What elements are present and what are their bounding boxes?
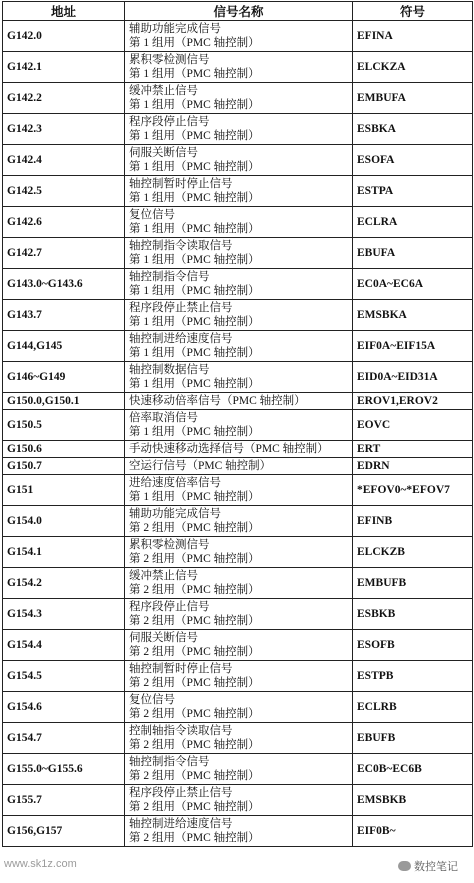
cell-symbol: EMBUFB (353, 568, 473, 599)
table-row (3, 816, 473, 847)
table-header-row (3, 2, 473, 21)
signal-name-line: 复位信号 (129, 694, 175, 706)
cell-symbol: EBUFB (353, 723, 473, 754)
cell-signal-name (125, 506, 353, 537)
cell-address: G142.2 (3, 83, 125, 114)
signal-group-line: 第 1 组用（PMC 轴控制） (129, 491, 260, 503)
wechat-icon (398, 861, 411, 871)
signal-name-line: 程序段停止信号 (129, 116, 210, 128)
header-symbol: 符号 (353, 2, 473, 21)
signal-group-line: 第 2 组用（PMC 轴控制） (129, 584, 260, 596)
cell-address: G150.6 (3, 441, 125, 458)
cell-address: G155.7 (3, 785, 125, 816)
cell-symbol: EIF0B~ (353, 816, 473, 847)
cell-address: G144,G145 (3, 331, 125, 362)
table-row (3, 661, 473, 692)
table-row (3, 207, 473, 238)
table-row (3, 393, 473, 410)
cell-signal-name (125, 83, 353, 114)
cell-signal-name (125, 537, 353, 568)
cell-address: G154.6 (3, 692, 125, 723)
signal-name-line: 累积零检测信号 (129, 539, 210, 551)
cell-symbol: ECLRB (353, 692, 473, 723)
signal-group-line: 第 1 组用（PMC 轴控制） (129, 68, 260, 80)
table-row (3, 441, 473, 458)
cell-signal-name (125, 754, 353, 785)
cell-address: G151 (3, 475, 125, 506)
signal-name-line: 缓冲禁止信号 (129, 85, 198, 97)
signal-group-line: 第 2 组用（PMC 轴控制） (129, 646, 260, 658)
signal-table-sheet (2, 1, 472, 847)
signal-group-line: 第 2 组用（PMC 轴控制） (129, 522, 260, 534)
cell-address: G156,G157 (3, 816, 125, 847)
cell-address: G143.7 (3, 300, 125, 331)
signal-name-line: 伺服关断信号 (129, 147, 198, 159)
cell-signal-name (125, 441, 353, 458)
signal-name-line: 累积零检测信号 (129, 54, 210, 66)
cell-symbol: EMBUFA (353, 83, 473, 114)
header-address: 地址 (3, 2, 125, 21)
table-row (3, 300, 473, 331)
signal-name-line: 程序段停止禁止信号 (129, 787, 233, 799)
cell-symbol: ESOFA (353, 145, 473, 176)
signal-name-line: 轴控制暂时停止信号 (129, 178, 233, 190)
cell-symbol: ESBKB (353, 599, 473, 630)
cell-signal-name (125, 723, 353, 754)
signal-group-line: 第 1 组用（PMC 轴控制） (129, 161, 260, 173)
table-row (3, 176, 473, 207)
signal-group-line: 第 2 组用（PMC 轴控制） (129, 739, 260, 751)
signal-name-line: 辅助功能完成信号 (129, 23, 221, 35)
cell-symbol: ESOFB (353, 630, 473, 661)
signal-name-line: 轴控制进给速度信号 (129, 818, 233, 830)
cell-address: G150.7 (3, 458, 125, 475)
cell-signal-name (125, 458, 353, 475)
brand-label: 数控笔记 (414, 861, 458, 873)
brand-badge (398, 858, 458, 874)
signal-group-line: 第 1 组用（PMC 轴控制） (129, 37, 260, 49)
cell-signal-name (125, 630, 353, 661)
cell-signal-name (125, 568, 353, 599)
signal-name-line: 轴控制指令信号 (129, 756, 210, 768)
cell-symbol: EROV1,EROV2 (353, 393, 473, 410)
signal-group-line: 第 1 组用（PMC 轴控制） (129, 426, 260, 438)
signal-group-line: 第 2 组用（PMC 轴控制） (129, 708, 260, 720)
cell-signal-name (125, 785, 353, 816)
table-row (3, 537, 473, 568)
cell-address: G142.4 (3, 145, 125, 176)
table-row (3, 410, 473, 441)
table-row (3, 599, 473, 630)
signal-name-line: 缓冲禁止信号 (129, 570, 198, 582)
table-row (3, 238, 473, 269)
cell-address: G154.7 (3, 723, 125, 754)
table-row (3, 475, 473, 506)
signal-name-line: 程序段停止禁止信号 (129, 302, 233, 314)
cell-address: G142.3 (3, 114, 125, 145)
signal-group-line: 第 1 组用（PMC 轴控制） (129, 130, 260, 142)
signal-group-line: 第 2 组用（PMC 轴控制） (129, 677, 260, 689)
cell-symbol: ELCKZB (353, 537, 473, 568)
signal-group-line: 第 2 组用（PMC 轴控制） (129, 615, 260, 627)
table-row (3, 785, 473, 816)
table-row (3, 506, 473, 537)
table-row (3, 692, 473, 723)
table-row (3, 269, 473, 300)
signal-name-line: 手动快速移动选择信号（PMC 轴控制） (129, 443, 329, 455)
cell-symbol: ECLRA (353, 207, 473, 238)
table-row (3, 52, 473, 83)
table-row (3, 21, 473, 52)
signal-table (2, 1, 473, 847)
table-row (3, 83, 473, 114)
cell-signal-name (125, 21, 353, 52)
cell-address: G150.0,G150.1 (3, 393, 125, 410)
signal-name-line: 空运行信号（PMC 轴控制） (129, 460, 272, 472)
cell-signal-name (125, 269, 353, 300)
cell-symbol: ELCKZA (353, 52, 473, 83)
cell-symbol: ESTPA (353, 176, 473, 207)
cell-address: G155.0~G155.6 (3, 754, 125, 785)
cell-address: G154.3 (3, 599, 125, 630)
cell-signal-name (125, 300, 353, 331)
cell-address: G142.7 (3, 238, 125, 269)
table-row (3, 723, 473, 754)
cell-address: G154.5 (3, 661, 125, 692)
signal-name-line: 控制轴指令读取信号 (129, 725, 233, 737)
signal-group-line: 第 1 组用（PMC 轴控制） (129, 99, 260, 111)
table-row (3, 331, 473, 362)
signal-group-line: 第 1 组用（PMC 轴控制） (129, 254, 260, 266)
signal-name-line: 程序段停止信号 (129, 601, 210, 613)
signal-group-line: 第 1 组用（PMC 轴控制） (129, 316, 260, 328)
cell-symbol: EC0B~EC6B (353, 754, 473, 785)
signal-name-line: 辅助功能完成信号 (129, 508, 221, 520)
table-row (3, 145, 473, 176)
cell-symbol: ESBKA (353, 114, 473, 145)
table-row (3, 114, 473, 145)
signal-group-line: 第 1 组用（PMC 轴控制） (129, 378, 260, 390)
signal-group-line: 第 2 组用（PMC 轴控制） (129, 553, 260, 565)
cell-symbol: EIF0A~EIF15A (353, 331, 473, 362)
cell-symbol: EID0A~EID31A (353, 362, 473, 393)
table-row (3, 362, 473, 393)
cell-address: G154.2 (3, 568, 125, 599)
cell-symbol: EMSBKB (353, 785, 473, 816)
cell-signal-name (125, 816, 353, 847)
cell-signal-name (125, 599, 353, 630)
signal-name-line: 轴控制指令信号 (129, 271, 210, 283)
signal-group-line: 第 2 组用（PMC 轴控制） (129, 770, 260, 782)
cell-signal-name (125, 207, 353, 238)
cell-symbol: *EFOV0~*EFOV7 (353, 475, 473, 506)
cell-address: G154.4 (3, 630, 125, 661)
cell-address: G146~G149 (3, 362, 125, 393)
cell-signal-name (125, 145, 353, 176)
cell-signal-name (125, 362, 353, 393)
signal-name-line: 进给速度倍率信号 (129, 477, 221, 489)
cell-address: G142.5 (3, 176, 125, 207)
signal-group-line: 第 1 组用（PMC 轴控制） (129, 285, 260, 297)
signal-name-line: 轴控制数据信号 (129, 364, 210, 376)
signal-name-line: 复位信号 (129, 209, 175, 221)
signal-group-line: 第 2 组用（PMC 轴控制） (129, 801, 260, 813)
cell-address: G142.6 (3, 207, 125, 238)
signal-name-line: 倍率取消信号 (129, 412, 198, 424)
signal-group-line: 第 1 组用（PMC 轴控制） (129, 347, 260, 359)
cell-address: G143.0~G143.6 (3, 269, 125, 300)
table-row (3, 630, 473, 661)
cell-symbol: EFINB (353, 506, 473, 537)
cell-signal-name (125, 52, 353, 83)
table-row (3, 568, 473, 599)
cell-symbol: EDRN (353, 458, 473, 475)
signal-name-line: 轴控制进给速度信号 (129, 333, 233, 345)
cell-signal-name (125, 410, 353, 441)
cell-signal-name (125, 176, 353, 207)
cell-signal-name (125, 692, 353, 723)
cell-address: G154.1 (3, 537, 125, 568)
cell-symbol: EBUFA (353, 238, 473, 269)
cell-symbol: ERT (353, 441, 473, 458)
table-body (3, 21, 473, 847)
signal-group-line: 第 1 组用（PMC 轴控制） (129, 192, 260, 204)
table-row (3, 458, 473, 475)
cell-symbol: EC0A~EC6A (353, 269, 473, 300)
cell-signal-name (125, 331, 353, 362)
cell-signal-name (125, 475, 353, 506)
signal-name-line: 伺服关断信号 (129, 632, 198, 644)
cell-address: G142.1 (3, 52, 125, 83)
cell-signal-name (125, 238, 353, 269)
table-row (3, 754, 473, 785)
cell-symbol: ESTPB (353, 661, 473, 692)
cell-signal-name (125, 114, 353, 145)
signal-name-line: 快速移动倍率信号（PMC 轴控制） (129, 395, 306, 407)
cell-symbol: EMSBKA (353, 300, 473, 331)
cell-address: G142.0 (3, 21, 125, 52)
header-signal-name: 信号名称 (125, 2, 353, 21)
signal-name-line: 轴控制指令读取信号 (129, 240, 233, 252)
signal-name-line: 轴控制暂时停止信号 (129, 663, 233, 675)
cell-symbol: EOVC (353, 410, 473, 441)
cell-signal-name (125, 393, 353, 410)
site-watermark: www.sk1z.com (4, 858, 77, 870)
cell-address: G150.5 (3, 410, 125, 441)
signal-group-line: 第 1 组用（PMC 轴控制） (129, 223, 260, 235)
cell-signal-name (125, 661, 353, 692)
cell-address: G154.0 (3, 506, 125, 537)
cell-symbol: EFINA (353, 21, 473, 52)
signal-group-line: 第 2 组用（PMC 轴控制） (129, 832, 260, 844)
